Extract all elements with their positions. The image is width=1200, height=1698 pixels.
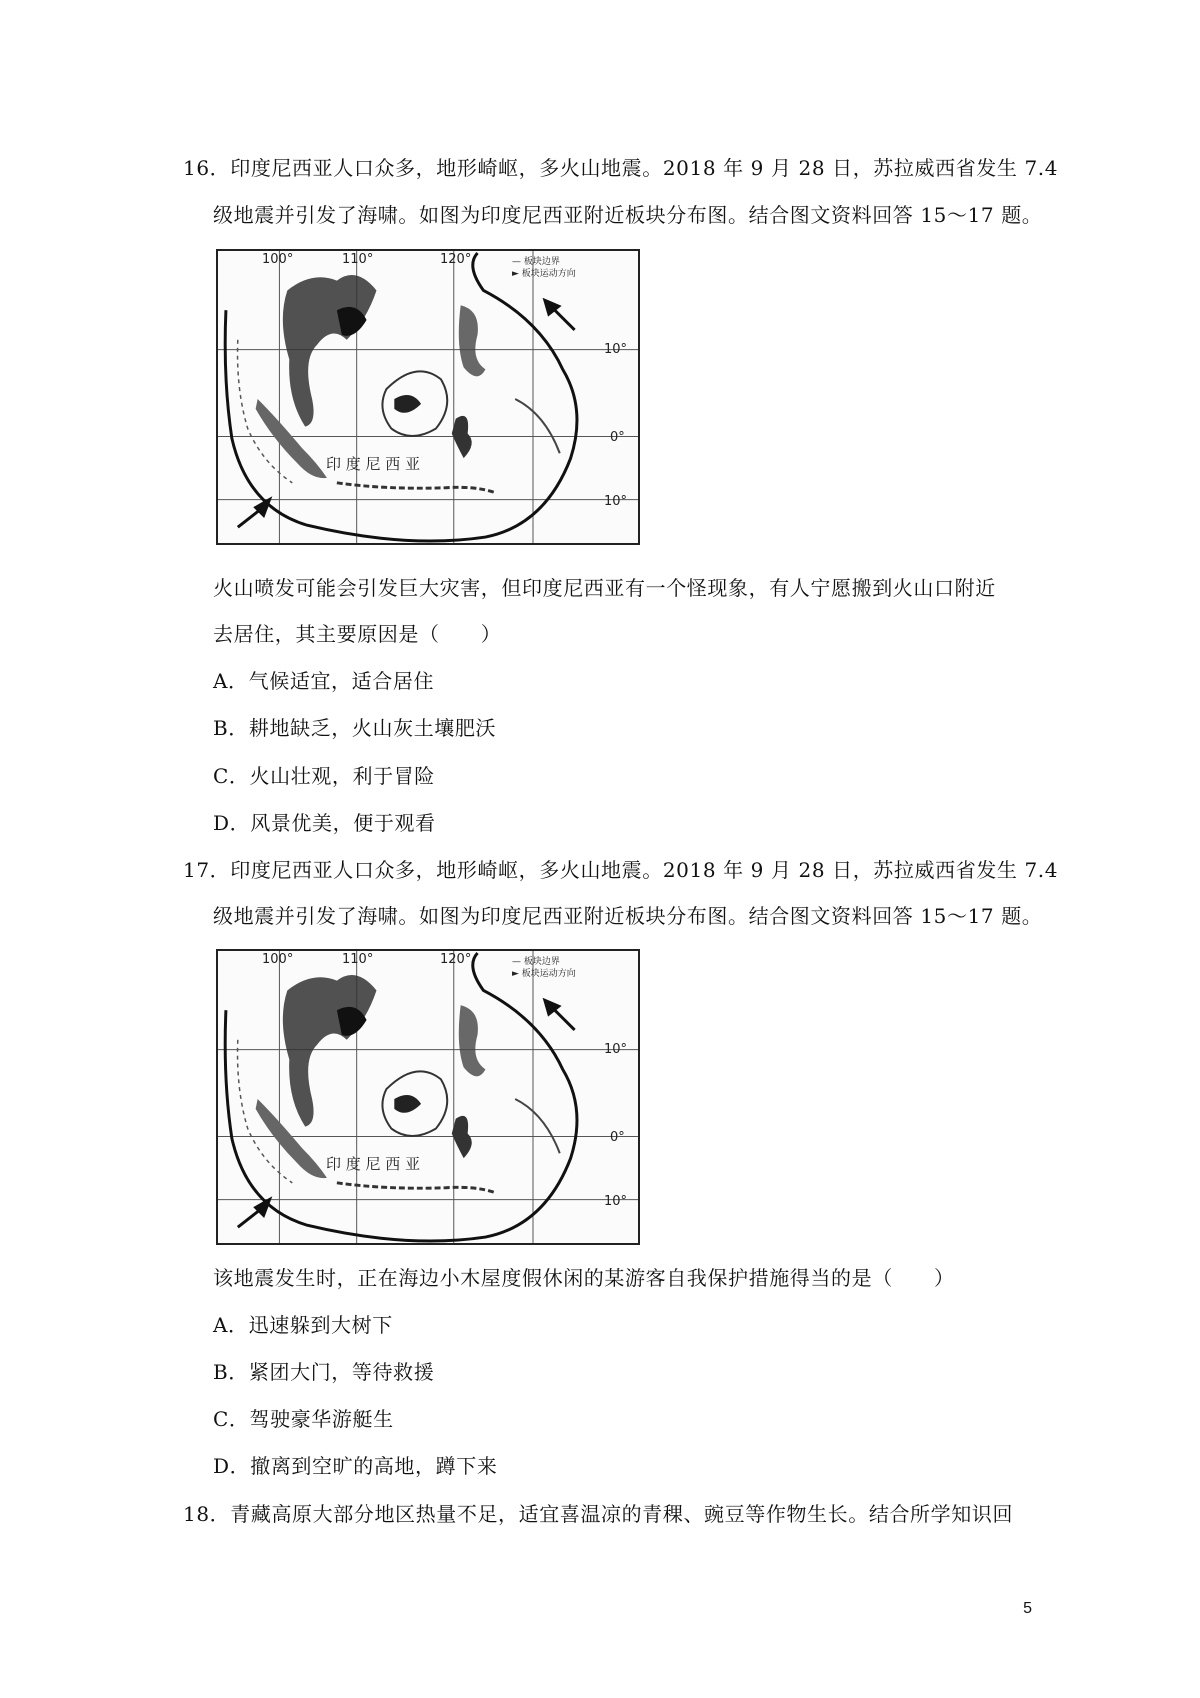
legend-boundary: — 板块边界 [512, 957, 560, 967]
plate-map-drawing [218, 951, 638, 1243]
q16-stem-line1: 16．印度尼西亚人口众多，地形崎岖，多火山地震。2018 年 9 月 28 日，苏拉威西省发生 7.4 [183, 156, 1059, 180]
q18-stem-line1: 18．青藏高原大部分地区热量不足，适宜喜温凉的青稞、豌豆等作物生长。结合所学知识回 [183, 1502, 1014, 1526]
q16-option-d: D．风景优美，便于观看 [213, 811, 436, 835]
plate-map-drawing [218, 251, 638, 543]
legend-motion: ► 板块运动方向 [512, 969, 576, 979]
lon-label-120: 120° [440, 252, 472, 267]
q17-stem-line2: 级地震并引发了海啸。如图为印度尼西亚附近板块分布图。结合图文资料回答 15～17 题。 [213, 904, 1043, 928]
lon-label-100: 100° [262, 252, 294, 267]
map-country-label: 印 度 尼 西 亚 [326, 1155, 421, 1173]
lat-label-10s: 10° [604, 1194, 628, 1209]
q16-option-a: A．气候适宜，适合居住 [213, 669, 435, 693]
lon-label-110: 110° [342, 952, 374, 967]
lon-label-110: 110° [342, 252, 374, 267]
q16-question-line1: 火山喷发可能会引发巨大灾害，但印度尼西亚有一个怪现象，有人宁愿搬到火山口附近 [213, 576, 996, 600]
map-legend [512, 256, 630, 280]
q16-option-b: B．耕地缺乏，火山灰土壤肥沃 [213, 716, 497, 740]
legend-motion: ► 板块运动方向 [512, 269, 576, 279]
q17-option-b: B．紧团大门，等待救援 [213, 1360, 435, 1384]
page-number: 5 [1023, 1600, 1032, 1617]
lat-label-0: 0° [610, 1130, 625, 1145]
lat-label-10n: 10° [604, 342, 628, 357]
q16-option-c: C．火山壮观，利于冒险 [213, 764, 435, 788]
q17-question-line1: 该地震发生时，正在海边小木屋度假休闲的某游客自我保护措施得当的是（ ） [213, 1266, 955, 1290]
q17-stem-line1: 17．印度尼西亚人口众多，地形崎岖，多火山地震。2018 年 9 月 28 日，苏拉威西省发生 7.4 [183, 858, 1059, 882]
lat-label-10n: 10° [604, 1042, 628, 1057]
map-country-label: 印 度 尼 西 亚 [326, 455, 421, 473]
q16-stem-line2: 级地震并引发了海啸。如图为印度尼西亚附近板块分布图。结合图文资料回答 15～17 题。 [213, 203, 1043, 227]
lat-label-10s: 10° [604, 494, 628, 509]
q17-option-a: A．迅速躲到大树下 [213, 1313, 393, 1337]
lon-label-120: 120° [440, 952, 472, 967]
lat-label-0: 0° [610, 430, 625, 445]
q17-option-d: D．撤离到空旷的高地，蹲下来 [213, 1454, 498, 1478]
q17-option-c: C．驾驶豪华游艇生 [213, 1407, 394, 1431]
q17-plate-map [216, 949, 640, 1245]
lon-label-100: 100° [262, 952, 294, 967]
q16-question-line2: 去居住，其主要原因是（ ） [213, 622, 502, 646]
legend-boundary: — 板块边界 [512, 257, 560, 267]
map-legend [512, 956, 630, 980]
q16-plate-map [216, 249, 640, 545]
